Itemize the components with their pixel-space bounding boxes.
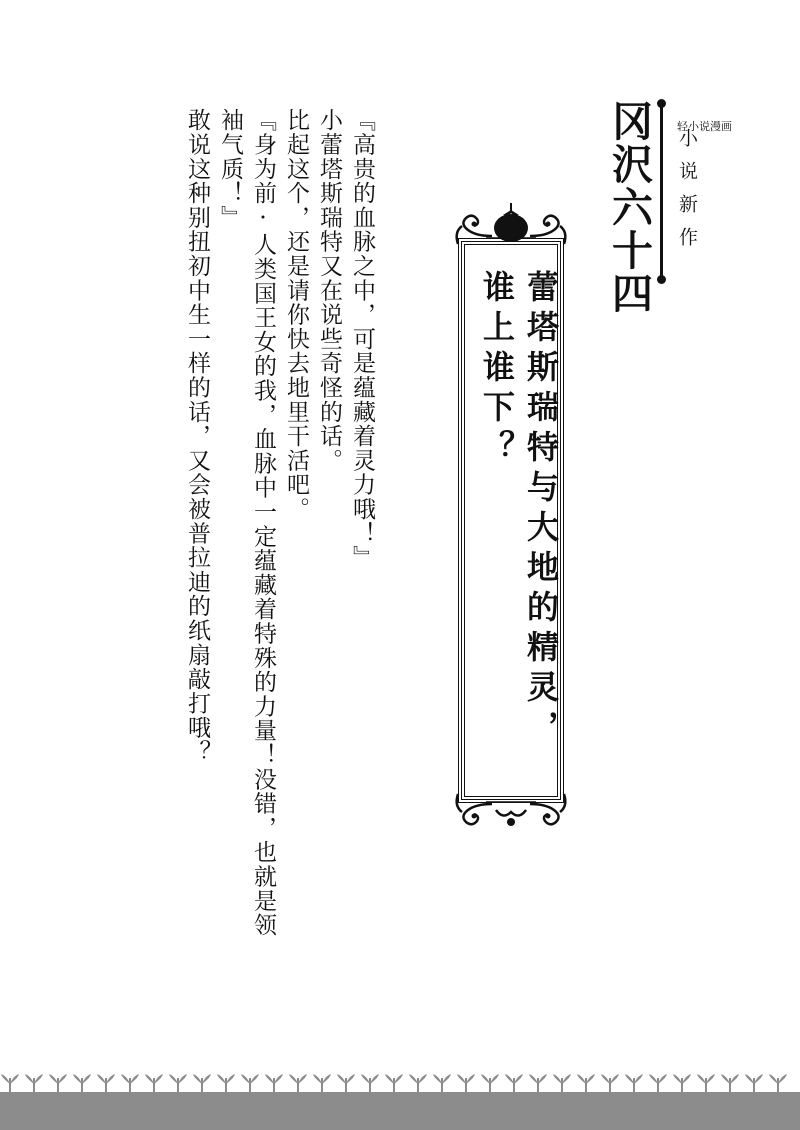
sprout-icon bbox=[145, 1074, 163, 1094]
sprout-icon bbox=[217, 1074, 235, 1094]
sprout-icon bbox=[673, 1074, 691, 1094]
body-line-1: 『高贵的血脉之中，可是蕴藏着灵力哦！』 bbox=[349, 108, 375, 570]
author-divider bbox=[660, 103, 663, 280]
sprout-icon bbox=[289, 1074, 307, 1094]
sprout-icon bbox=[241, 1074, 259, 1094]
story-title-line-1: 蕾塔斯瑞特与大地的精灵， bbox=[522, 270, 560, 750]
author-name: 冈沢六十四 bbox=[605, 100, 653, 315]
bottom-ornament-icon bbox=[446, 790, 576, 840]
sprout-icon bbox=[433, 1074, 451, 1094]
sprout-icon bbox=[97, 1074, 115, 1094]
tomato-ornament-icon bbox=[446, 200, 576, 250]
sprout-icon bbox=[481, 1074, 499, 1094]
body-text bbox=[180, 108, 378, 937]
sprout-icon bbox=[385, 1074, 403, 1094]
sprout-icon bbox=[313, 1074, 331, 1094]
sprout-icon bbox=[337, 1074, 355, 1094]
sprout-icon bbox=[577, 1074, 595, 1094]
sprout-icon bbox=[1, 1074, 19, 1094]
body-line-6: 敢说这种别扭初中生一样的话，又会被普拉迪的纸扇敲打哦？ bbox=[184, 108, 210, 765]
sprout-icon bbox=[25, 1074, 43, 1094]
sprout-icon bbox=[169, 1074, 187, 1094]
body-line-4: 『身为前·人类国王女的我，血脉中一定蕴藏着特殊的力量！没错，也就是领 bbox=[250, 108, 276, 938]
ground-band bbox=[0, 1092, 800, 1130]
category-tiny-label: 轻小说漫画 bbox=[677, 120, 732, 133]
sprout-icon bbox=[505, 1074, 523, 1094]
sprout-icon bbox=[601, 1074, 619, 1094]
sprout-icon bbox=[457, 1074, 475, 1094]
sprout-icon bbox=[121, 1074, 139, 1094]
story-title bbox=[475, 270, 563, 750]
sprout-icon bbox=[745, 1074, 763, 1094]
story-title-line-2: 谁上谁下？ bbox=[478, 270, 516, 470]
category-label: 小说新作 bbox=[676, 128, 698, 260]
sprout-icon bbox=[529, 1074, 547, 1094]
body-line-5: 袖气质！』 bbox=[217, 108, 243, 230]
body-line-3: 比起这个，还是请你快去地里干活吧。 bbox=[283, 108, 309, 522]
sprout-icon bbox=[553, 1074, 571, 1094]
body-line-2: 小蕾塔斯瑞特又在说些奇怪的话。 bbox=[316, 108, 342, 473]
sprout-icon bbox=[49, 1074, 67, 1094]
sprout-icon bbox=[265, 1074, 283, 1094]
sprout-icon bbox=[361, 1074, 379, 1094]
sprout-icon bbox=[769, 1074, 787, 1094]
sprout-icon bbox=[73, 1074, 91, 1094]
sprout-icon bbox=[193, 1074, 211, 1094]
sprout-icon bbox=[721, 1074, 739, 1094]
sprout-icon bbox=[625, 1074, 643, 1094]
sprout-icon bbox=[649, 1074, 667, 1094]
sprout-icon bbox=[697, 1074, 715, 1094]
sprout-icon bbox=[409, 1074, 427, 1094]
